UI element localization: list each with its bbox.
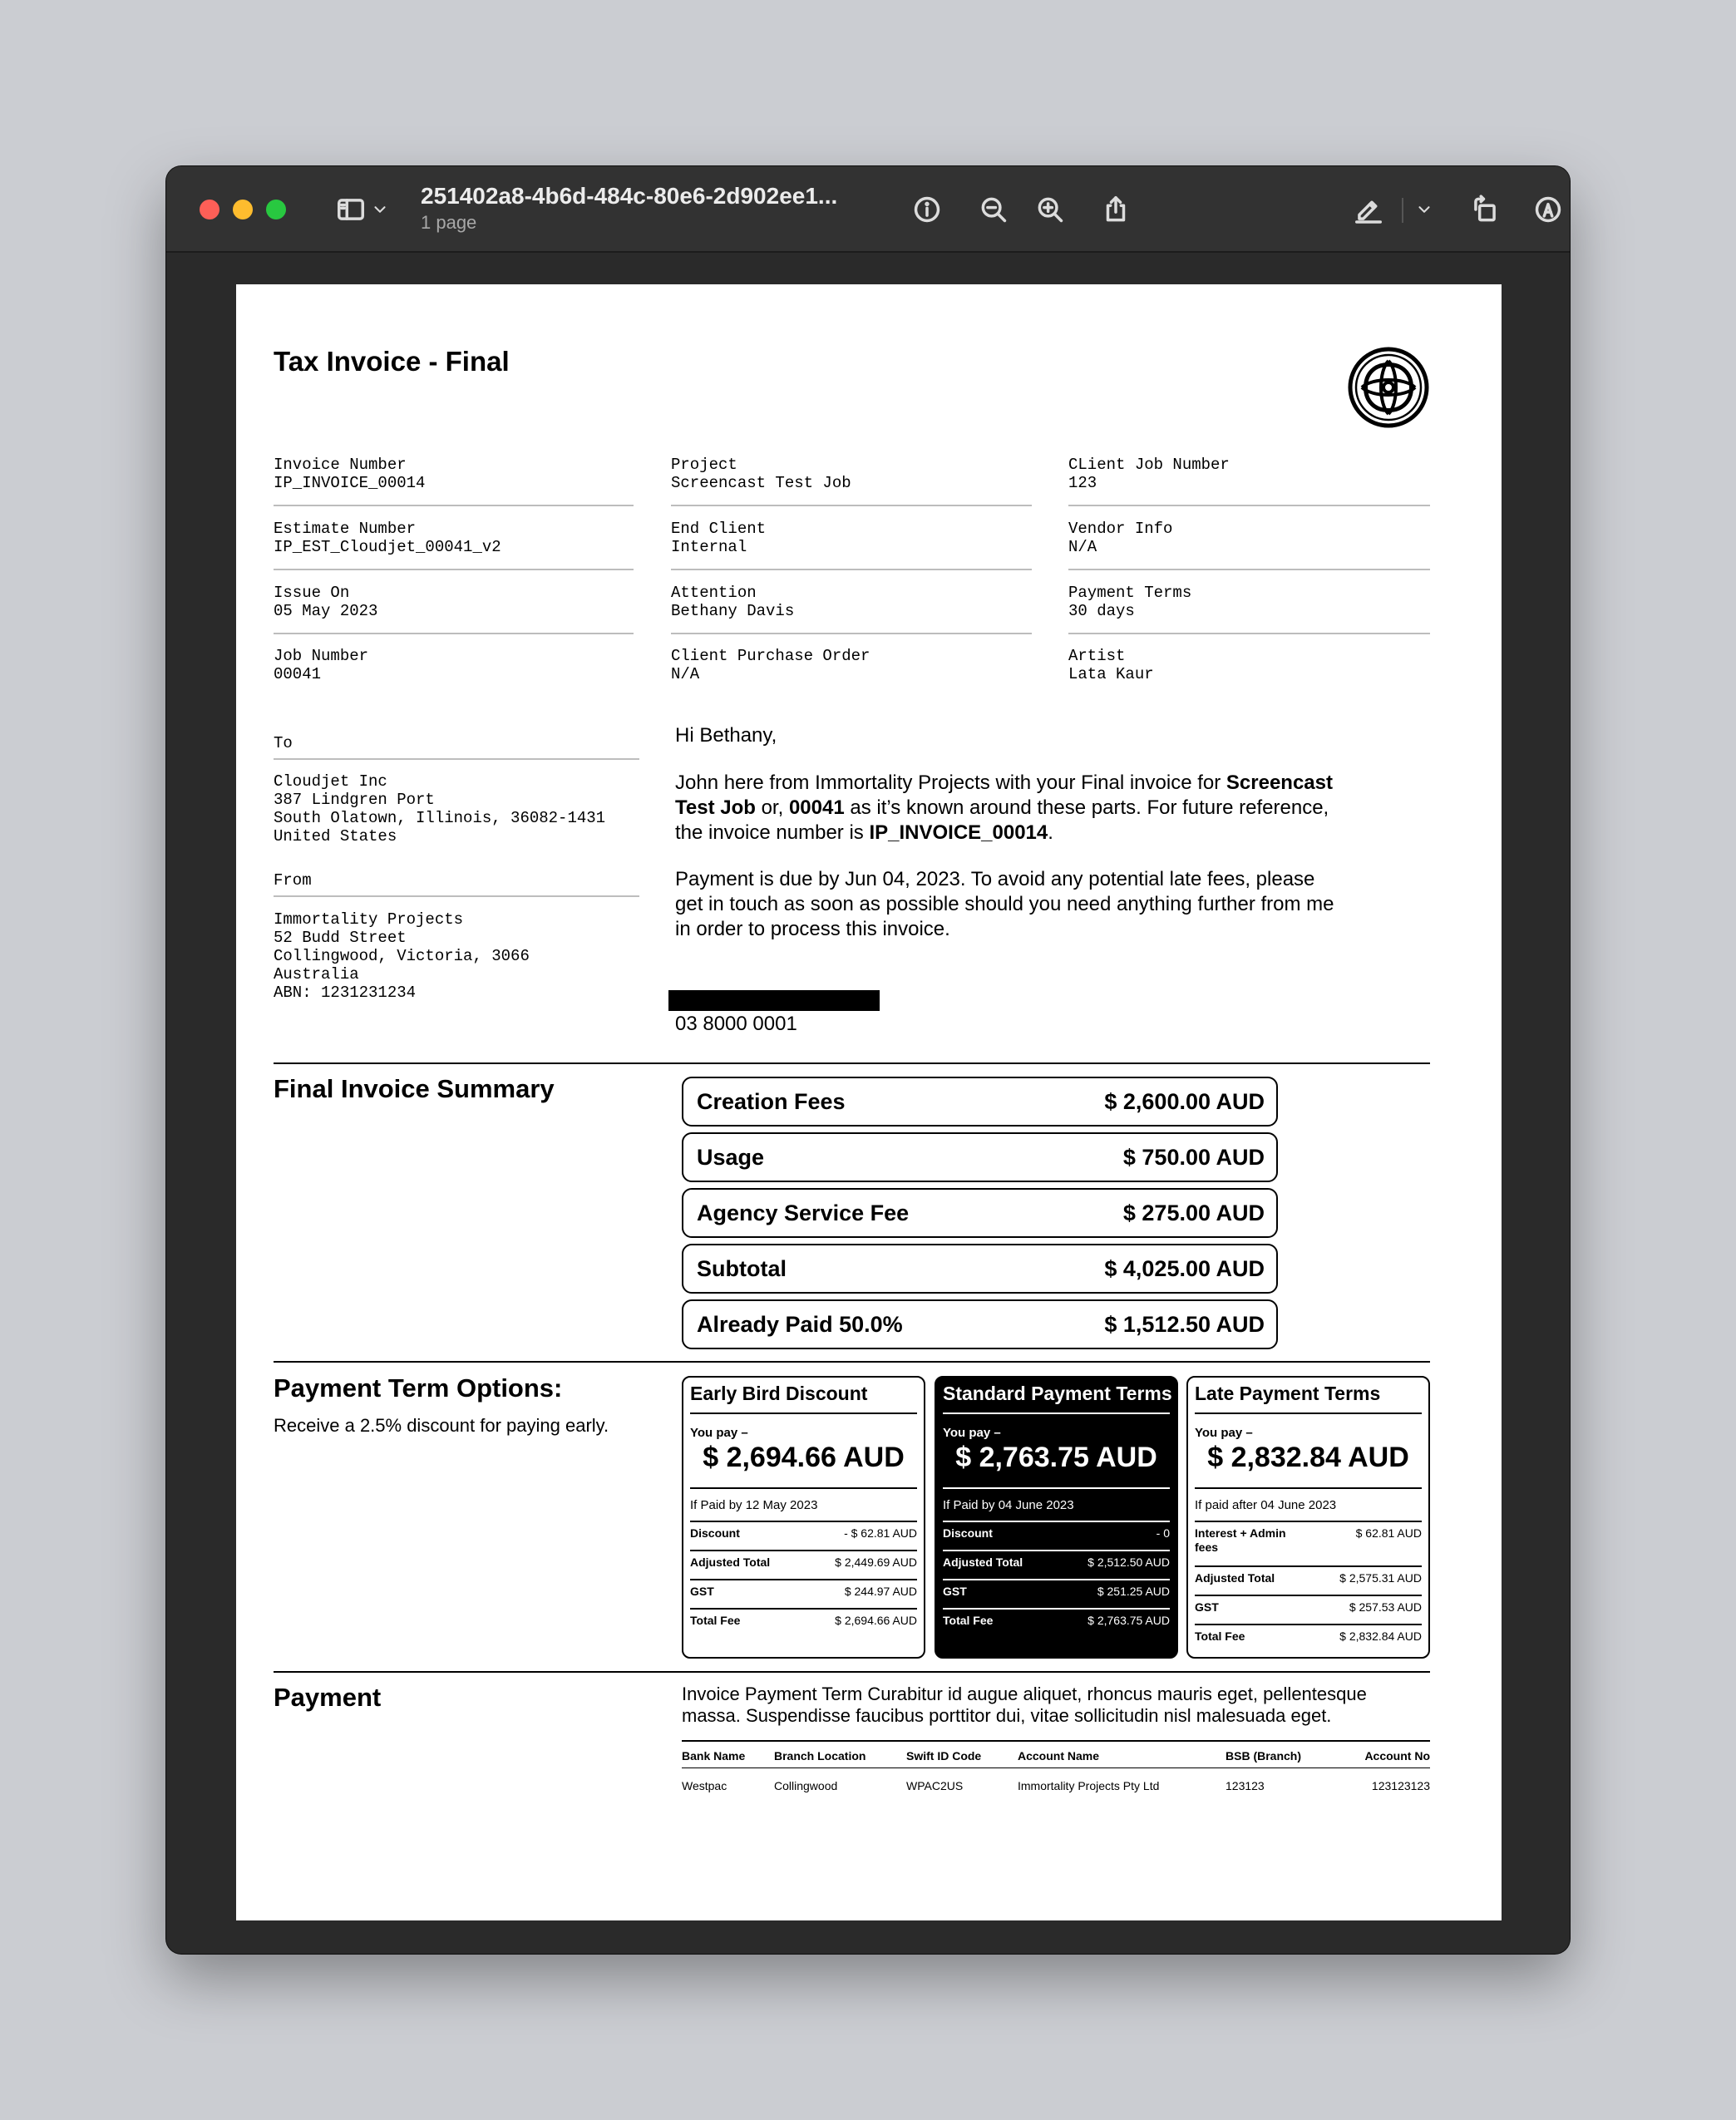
invoice-title: Tax Invoice - Final [274,346,510,377]
field-value: 123 [1068,474,1097,492]
term-row: Adjusted Total $ 2,449.69 AUD [690,1555,917,1569]
term-row: Interest + Admin fees $ 62.81 AUD [1195,1526,1422,1554]
close-window-button[interactable] [200,200,219,219]
field-label: Issue On [274,584,350,602]
chevron-down-icon[interactable] [367,190,392,229]
term-option-standard [935,1376,1178,1659]
field-value: Bethany Davis [671,602,795,620]
term-amount: $ 2,694.66 AUD [703,1442,905,1473]
field-label: Job Number [274,647,369,665]
field-label: Project [671,456,737,474]
zoom-out-icon[interactable] [974,190,1013,229]
page-count: 1 page [421,212,477,233]
term-row: GST $ 251.25 AUD [943,1585,1170,1598]
summary-row: Subtotal $ 4,025.00 AUD [682,1244,1278,1294]
term-option-late [1186,1376,1430,1659]
bank-cell: 123123 [1226,1779,1265,1792]
minimize-window-button[interactable] [233,200,253,219]
to-line: United States [274,827,397,846]
term-row: GST $ 244.97 AUD [690,1585,917,1598]
message-greeting: Hi Bethany, [675,724,777,747]
summary-row: Agency Service Fee $ 275.00 AUD [682,1188,1278,1238]
field-value: 30 days [1068,602,1135,620]
to-line: Cloudjet Inc [274,772,387,791]
field-label: Attention [671,584,757,602]
payment-text: Invoice Payment Term Curabitur id augue aliquet, rhoncus mauris eget, pellentesque massa. Suspendisse faucibus porttitor dui, vitae sollicitudin nisl malesuada eget. [682,1684,1367,1726]
field-label: Invoice Number [274,456,407,474]
chevron-down-icon[interactable] [1412,190,1437,229]
field-value: IP_INVOICE_00014 [274,474,426,492]
field-value: IP_EST_Cloudjet_00041_v2 [274,538,501,556]
bank-col-header: Account No [1364,1749,1430,1763]
zoom-window-button[interactable] [266,200,286,219]
term-title: Late Payment Terms [1195,1383,1381,1404]
term-title: Early Bird Discount [690,1383,868,1404]
terms-note: Receive a 2.5% discount for paying early. [274,1415,609,1436]
you-pay-label: You pay – [690,1426,748,1440]
term-due: If Paid by 12 May 2023 [690,1498,818,1512]
from-label: From [274,871,312,890]
terms-heading: Payment Term Options: [274,1373,563,1403]
term-amount: $ 2,832.84 AUD [1207,1442,1409,1473]
term-amount: $ 2,763.75 AUD [955,1442,1157,1473]
field-label: Vendor Info [1068,520,1173,538]
you-pay-label: You pay – [943,1426,1001,1440]
annotate-icon[interactable] [1528,190,1568,229]
invoice-page [236,284,1502,1920]
field-label: CLient Job Number [1068,456,1230,474]
summary-row: Already Paid 50.0% $ 1,512.50 AUD [682,1299,1278,1349]
document-title: 251402a8-4b6d-484c-80e6-2d902ee1... [421,183,838,209]
bank-col-header: Branch Location [774,1749,866,1763]
from-line: ABN: 1231231234 [274,984,417,1002]
share-icon[interactable] [1096,190,1136,229]
field-label: Estimate Number [274,520,417,538]
term-row: Total Fee $ 2,694.66 AUD [690,1614,917,1627]
window-toolbar [166,166,1570,253]
bank-cell: Immortality Projects Pty Ltd [1018,1779,1160,1792]
bank-cell: WPAC2US [906,1779,964,1792]
markup-pen-icon[interactable] [1349,190,1388,229]
term-row: Discount - 0 [943,1526,1170,1540]
to-line: South Olatown, Illinois, 36082-1431 [274,809,606,827]
sidebar-toggle-icon[interactable] [331,190,371,229]
bank-cell: 123123123 [1371,1779,1430,1792]
phone-number: 03 8000 0001 [675,1013,797,1035]
from-line: 52 Budd Street [274,929,407,947]
redacted-signature-block [668,990,880,1011]
term-due: If paid after 04 June 2023 [1195,1498,1337,1512]
bank-col-header: Account Name [1018,1749,1100,1763]
field-value: Screencast Test Job [671,474,851,492]
field-label: End Client [671,520,767,538]
bank-col-header: BSB (Branch) [1226,1749,1302,1763]
term-row: Adjusted Total $ 2,575.31 AUD [1195,1571,1422,1585]
term-row: Discount - $ 62.81 AUD [690,1526,917,1540]
you-pay-label: You pay – [1195,1426,1253,1440]
term-row: Adjusted Total $ 2,512.50 AUD [943,1555,1170,1569]
field-label: Client Purchase Order [671,647,870,665]
bank-cell: Westpac [682,1779,727,1792]
field-label: Payment Terms [1068,584,1192,602]
bank-col-header: Bank Name [682,1749,746,1763]
term-row: Total Fee $ 2,763.75 AUD [943,1614,1170,1627]
field-value: Lata Kaur [1068,665,1154,683]
term-row: GST $ 257.53 AUD [1195,1600,1422,1614]
to-line: 387 Lindgren Port [274,791,435,809]
payment-heading: Payment [274,1683,382,1712]
field-label: Artist [1068,647,1126,665]
term-row: Total Fee $ 2,832.84 AUD [1195,1629,1422,1643]
summary-row: Creation Fees $ 2,600.00 AUD [682,1077,1278,1127]
zoom-in-icon[interactable] [1030,190,1070,229]
bank-cell: Collingwood [774,1779,838,1792]
summary-heading: Final Invoice Summary [274,1074,555,1103]
field-value: 05 May 2023 [274,602,378,620]
bank-col-header: Swift ID Code [906,1749,982,1763]
term-option-early-bird [682,1376,925,1659]
preview-window [166,166,1570,1954]
company-logo [1347,346,1430,429]
summary-row: Usage $ 750.00 AUD [682,1132,1278,1182]
from-line: Immortality Projects [274,910,464,929]
rotate-icon[interactable] [1465,190,1505,229]
message-paragraph-1: John here from Immortality Projects with your Final invoice for Screencast Test Job or, 00041 as it’s known around these parts. For future reference, the invoice number is IP_INVOICE_00014. [675,772,1333,844]
field-value: N/A [1068,538,1097,556]
term-title: Standard Payment Terms [943,1383,1172,1404]
to-label: To [274,734,293,752]
term-due: If Paid by 04 June 2023 [943,1498,1074,1512]
info-icon[interactable] [907,190,947,229]
message-paragraph-2: Payment is due by Jun 04, 2023. To avoid any potential late fees, please get in touch as soon as possible should you need anything further from me in order to process this invoice. [675,868,1334,940]
from-line: Collingwood, Victoria, 3066 [274,947,530,965]
field-value: 00041 [274,665,322,683]
from-line: Australia [274,965,359,984]
field-value: Internal [671,538,747,556]
field-value: N/A [671,665,700,683]
